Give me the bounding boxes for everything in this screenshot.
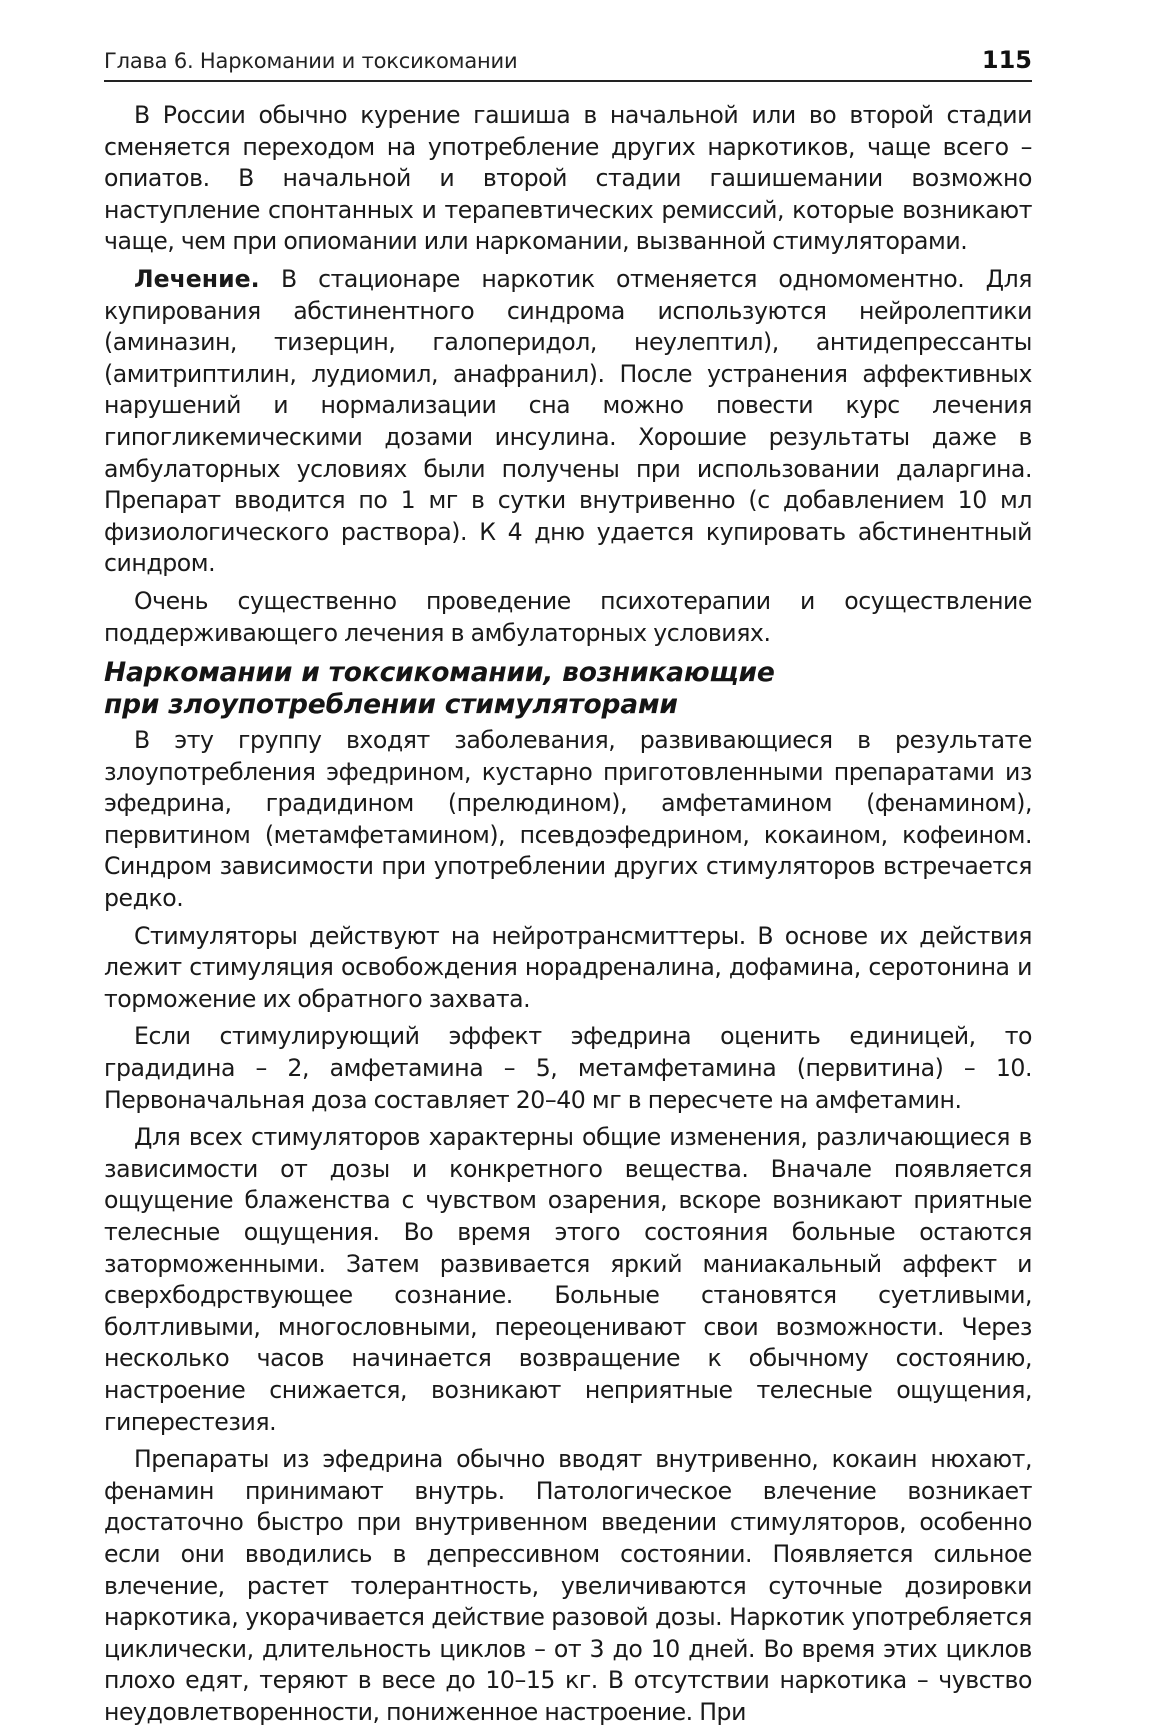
section-heading-line-2: при злоупотреблении стимуляторами — [104, 689, 678, 721]
running-header — [104, 46, 1032, 82]
paragraph-stimulant-group: В эту группу входят заболевания, развивающиеся в результате злоупотребления эфедрином, кустарно приготовленными препаратами из эфедрина, градидином (прелюдином), амфетамином (фенамином), первитином (метамфетамином), псевдоэфедрином, кокаином, кофеином. Синдром зависимости при употреблении других стимуляторов встречается редко. — [104, 726, 1032, 913]
section-heading-stimulants — [104, 657, 1032, 721]
section-heading-line-1: Наркомании и токсикомании, возникающие — [104, 657, 775, 689]
paragraph-supportive-therapy: Очень существенно проведение психотерапии и осуществление поддерживающего лечения в амбулаторных условиях. — [104, 586, 1032, 647]
book-page — [104, 46, 1032, 1735]
treatment-text: В стационаре наркотик отменяется одномоментно. Для купирования абстинентного синдрома используются нейролептики (аминазин, тизерцин, галоперидол, неулептил), антидепрессанты (амитриптилин, лудиомил, анафранил). После устранения аффективных нарушений и нормализации сна можно повести курс лечения гипогликемическими дозами инсулина. Хорошие результаты даже в амбулаторных условиях были получены при использовании даларгина. Препарат вводится по 1 мг в сутки внутривенно (с добавлением 10 мл физиологического раствора). К 4 дню удается купировать абстинентный синдром. — [104, 264, 1032, 578]
paragraph-general-changes: Для всех стимуляторов характерны общие изменения, различающиеся в зависимости от дозы и конкретного вещества. Вначале появляется ощущение блаженства с чувством озарения, вскоре возникают приятные телесные ощущения. Во время этого состояния больные остаются заторможенными. Затем развивается яркий маниакальный аффект и сверхбодрствующее сознание. Больные становятся суетливыми, болтливыми, многословными, переоценивают свои возможности. Через несколько часов начинается возвращение к обычному состоянию, настроение снижается, возникают неприятные телесные ощущения, гиперестезия. — [104, 1123, 1032, 1436]
treatment-run-in-heading: Лечение. — [134, 264, 260, 293]
paragraph-potency-dose: Если стимулирующий эффект эфедрина оценить единицей, то градидина – 2, амфетамина – 5, метамфетамина (первитина) – 10. Первоначальная доза составляет 20–40 мг в пересчете на амфетамин. — [104, 1022, 1032, 1114]
page-number: 115 — [981, 46, 1032, 74]
paragraph-neurotransmitters: Стимуляторы действуют на нейротрансмиттеры. В основе их действия лежит стимуляция освобождения норадреналина, дофамина, серотонина и торможение их обратного захвата. — [104, 921, 1032, 1013]
chapter-title: Глава 6. Наркомании и токсикомании — [104, 49, 518, 73]
paragraph-russia-hashish: В России обычно курение гашиша в начальной или во второй стадии сменяется переходом на употребление других наркотиков, чаще всего – опиатов. В начальной и второй стадии гашишемании возможно наступление спонтанных и терапевтических ремиссий, которые возникают чаще, чем при опиомании или наркомании, вызванной стимуляторами. — [104, 101, 1032, 256]
paragraph-administration: Препараты из эфедрина обычно вводят внутривенно, кокаин нюхают, фенамин принимают внутрь. Патологическое влечение возникает достаточно быстро при внутривенном введении стимуляторов, особенно если они вводились в депрессивном состоянии. Появляется сильное влечение, растет толерантность, увеличиваются суточные дозировки наркотика, укорачивается действие разовой дозы. Наркотик употребляется циклически, длительность циклов – от 3 до 10 дней. Во время этих циклов плохо едят, теряют в весе до 10–15 кг. В отсутствии наркотика – чувство неудовлетворенности, пониженное настроение. При — [104, 1445, 1032, 1726]
body-text — [104, 100, 1032, 1729]
paragraph-treatment — [104, 264, 1032, 580]
